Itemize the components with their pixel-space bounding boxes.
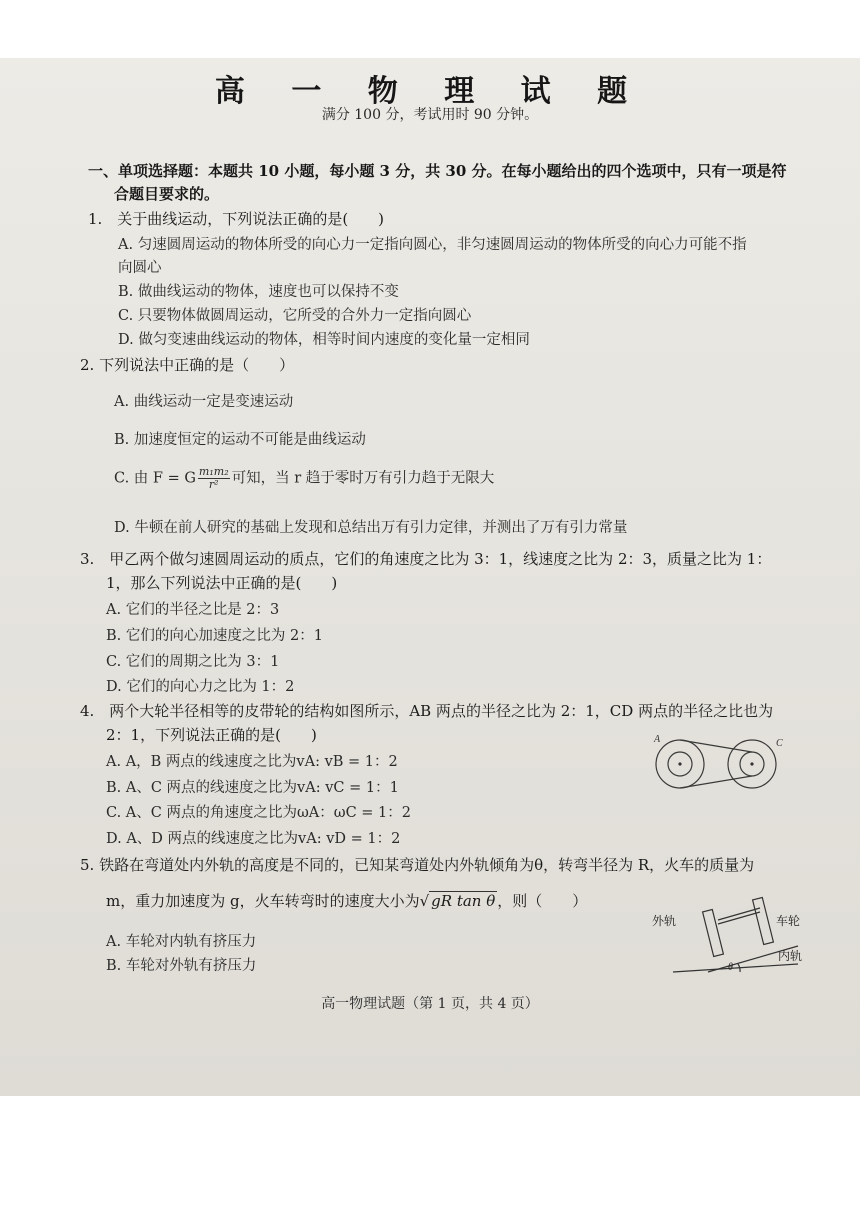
belt-bottom bbox=[680, 776, 752, 788]
sqrt-sign: √ bbox=[419, 892, 430, 910]
q1-option-c: C. 只要物体做圆周运动，它所受的合外力一定指向圆心 bbox=[118, 308, 472, 324]
exam-page bbox=[0, 58, 860, 1096]
q1-option-a-line1: A. 匀速圆周运动的物体所受的向心力一定指向圆心，非匀速圆周运动的物体所受的向心力可能不指 bbox=[118, 237, 747, 253]
q3-option-b: B. 它们的向心加速度之比为 2：1 bbox=[106, 628, 323, 644]
rail-curve-figure bbox=[648, 880, 818, 978]
q1-option-b: B. 做曲线运动的物体，速度也可以保持不变 bbox=[118, 284, 399, 300]
q1-option-d: D. 做匀变速曲线运动的物体，相等时间内速度的变化量一定相同 bbox=[118, 332, 530, 348]
q3-stem-line2: 1，那么下列说法中正确的是( ) bbox=[106, 574, 338, 592]
q3-option-c: C. 它们的周期之比为 3：1 bbox=[106, 654, 280, 670]
q1-stem: 1. 关于曲线运动，下列说法正确的是( ) bbox=[88, 210, 385, 228]
ground-line bbox=[673, 964, 798, 972]
page-title: 高 一 物 理 试 题 bbox=[214, 74, 646, 109]
label-inner-rail: 内轨 bbox=[778, 949, 803, 963]
fraction-denominator: r² bbox=[208, 478, 219, 491]
label-c: C bbox=[776, 738, 783, 749]
q5-stem-line1: 5. 铁路在弯道处内外轨的高度是不同的，已知某弯道处内外轨倾角为θ，转弯半径为 R，火车的质量为 bbox=[80, 856, 755, 874]
q4-stem-line1: 4. 两个大轮半径相等的皮带轮的结构如图所示，AB 两点的半径之比为 2：1，CD 两点的半径之比也为 bbox=[80, 702, 774, 720]
q2-option-d: D. 牛顿在前人研究的基础上发现和总结出万有引力定律，并测出了万有引力常量 bbox=[114, 520, 628, 536]
page-subtitle: 满分 100 分，考试用时 90 分钟。 bbox=[321, 107, 539, 123]
right-wheel-block bbox=[753, 897, 774, 944]
belt-top bbox=[680, 740, 752, 752]
q4-option-b: B. A、C 两点的线速度之比为vA: vC = 1：1 bbox=[106, 780, 399, 796]
fraction-numerator: m₁m₂ bbox=[198, 465, 229, 478]
label-outer-rail: 外轨 bbox=[652, 914, 677, 928]
label-a: A bbox=[654, 734, 661, 745]
q2-option-c bbox=[114, 466, 494, 491]
q1-option-a-line2: 向圆心 bbox=[118, 260, 162, 276]
q2-option-c-prefix: C. 由 F = G bbox=[114, 470, 196, 487]
q4-option-d: D. A、D 两点的线速度之比为vA: vD = 1：2 bbox=[106, 831, 401, 847]
q2-option-a: A. 曲线运动一定是变速运动 bbox=[114, 394, 294, 410]
q3-stem-line1: 3. 甲乙两个做匀速圆周运动的质点，它们的角速度之比为 3：1，线速度之比为 2：3，质量之比为 1： bbox=[80, 550, 772, 568]
section-heading-line2: 合题目要求的。 bbox=[114, 185, 220, 203]
section-heading-line1: 一、单项选择题：本题共 10 小题，每小题 3 分，共 30 分。在每小题给出的四个选项中，只有一项是符 bbox=[88, 162, 787, 180]
q2-option-b: B. 加速度恒定的运动不可能是曲线运动 bbox=[114, 432, 366, 448]
q4-stem-line2: 2：1，下列说法正确的是( ) bbox=[106, 726, 317, 744]
sqrt-radicand: gR tan θ bbox=[431, 892, 496, 910]
q5-stem-line2-suffix: ，则（ ） bbox=[497, 892, 588, 910]
q4-option-c: C. A、C 两点的角速度之比为ωA：ωC = 1：2 bbox=[106, 805, 412, 821]
q3-option-d: D. 它们的向心力之比为 1：2 bbox=[106, 679, 295, 695]
q5-option-a: A. 车轮对内轨有挤压力 bbox=[106, 934, 257, 950]
page-footer: 高一物理试题（第 1 页，共 4 页） bbox=[321, 996, 539, 1012]
gravitation-fraction bbox=[198, 466, 230, 491]
label-wheel: 车轮 bbox=[776, 914, 801, 928]
q2-stem: 2. 下列说法中正确的是（ ） bbox=[80, 356, 295, 374]
q5-option-b: B. 车轮对外轨有挤压力 bbox=[106, 958, 257, 974]
q4-option-a: A. A，B 两点的线速度之比为vA: vB = 1：2 bbox=[106, 754, 398, 770]
label-theta: θ bbox=[728, 962, 733, 973]
q5-stem-line2-prefix: m，重力加速度为 g，火车转弯时的速度大小为 bbox=[106, 892, 420, 910]
belt-pulley-figure bbox=[640, 730, 800, 800]
left-wheel-block bbox=[703, 909, 724, 956]
q2-option-c-suffix: 可知，当 r 趋于零时万有引力趋于无限大 bbox=[231, 470, 495, 487]
q3-option-a: A. 它们的半径之比是 2：3 bbox=[106, 602, 280, 618]
q5-stem-line2 bbox=[106, 890, 587, 911]
